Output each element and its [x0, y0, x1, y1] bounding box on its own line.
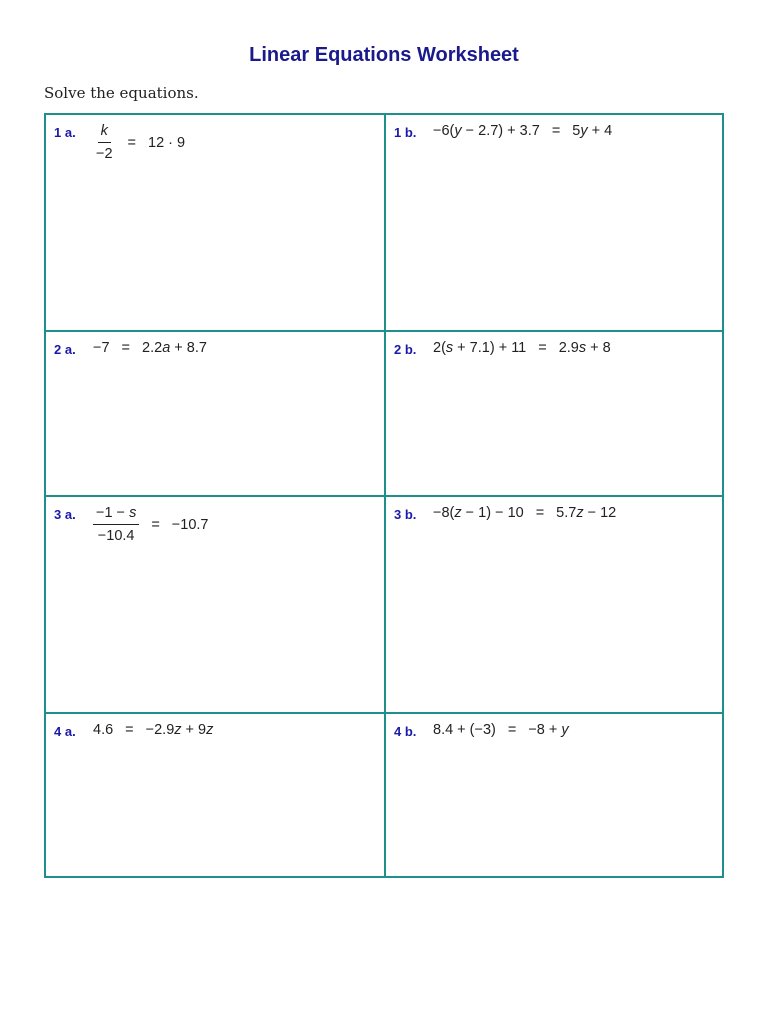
- right-side: −2.9z + 9z: [145, 722, 214, 738]
- right-side: 2.9s + 8: [558, 340, 611, 356]
- problem-1b: [386, 115, 724, 332]
- variable: z: [576, 505, 584, 521]
- variable: z: [174, 722, 182, 738]
- equation: [433, 340, 611, 356]
- variable: s: [129, 505, 137, 521]
- numerator: −1 − s: [93, 505, 139, 525]
- left-side: −8(z − 1) − 10: [433, 505, 524, 521]
- fraction: [93, 123, 116, 162]
- equals-sign: =: [121, 340, 131, 356]
- denominator: −10.4: [97, 528, 135, 544]
- equation: [93, 340, 207, 356]
- problem-label: 1 b.: [394, 125, 417, 140]
- problem-label: 4 b.: [394, 724, 417, 739]
- problem-grid: [44, 113, 724, 878]
- problem-2a: [46, 332, 386, 497]
- numerator: [98, 123, 111, 143]
- equals-sign: =: [151, 516, 160, 533]
- equation: [433, 505, 616, 521]
- variable: s: [445, 340, 454, 356]
- left-side: −7: [93, 340, 110, 356]
- problem-4b: [386, 714, 724, 876]
- variable: z: [206, 722, 214, 738]
- problem-label: 3 a.: [54, 507, 76, 522]
- problem-2b: [386, 332, 724, 497]
- variable: a: [162, 340, 171, 356]
- equals-sign: =: [125, 722, 134, 738]
- variable: y: [561, 722, 569, 738]
- right-side: 12 · 9: [148, 134, 186, 151]
- equals-sign: =: [535, 505, 545, 521]
- problem-label: 4 a.: [54, 724, 76, 739]
- problem-label: 1 a.: [54, 125, 76, 140]
- instructions: Solve the equations.: [44, 84, 199, 102]
- problem-4a: [46, 714, 386, 876]
- variable: y: [454, 123, 462, 139]
- equation: [93, 123, 185, 162]
- right-side: −10.7: [171, 516, 209, 533]
- left-side: −6(y − 2.7) + 3.7: [433, 123, 540, 139]
- worksheet-title: Linear Equations Worksheet: [249, 44, 519, 66]
- equation: [433, 722, 569, 738]
- right-side: 2.2a + 8.7: [142, 340, 207, 356]
- right-side: −8 + y: [528, 722, 569, 738]
- right-side: 5.7z − 12: [556, 505, 617, 521]
- left-side: 4.6: [93, 722, 114, 738]
- variable: k: [100, 123, 108, 139]
- variable: y: [580, 123, 588, 139]
- equals-sign: =: [127, 134, 137, 151]
- equals-sign: =: [507, 722, 517, 738]
- right-side: 5y + 4: [572, 123, 613, 139]
- equals-sign: =: [551, 123, 561, 139]
- equation: [433, 123, 612, 139]
- equation: [93, 505, 208, 544]
- problem-label: 2 b.: [394, 342, 417, 357]
- problem-3a: [46, 497, 386, 714]
- variable: s: [578, 340, 587, 356]
- denominator: −2: [96, 146, 113, 162]
- left-side: 8.4 + (−3): [433, 722, 496, 738]
- problem-label: 3 b.: [394, 507, 417, 522]
- problem-1a: [46, 115, 386, 332]
- equals-sign: =: [538, 340, 547, 356]
- variable: z: [454, 505, 462, 521]
- problem-label: 2 a.: [54, 342, 76, 357]
- equation: [93, 722, 213, 738]
- fraction: [93, 505, 139, 544]
- problem-3b: [386, 497, 724, 714]
- left-side: 2(s + 7.1) + 11: [433, 340, 527, 356]
